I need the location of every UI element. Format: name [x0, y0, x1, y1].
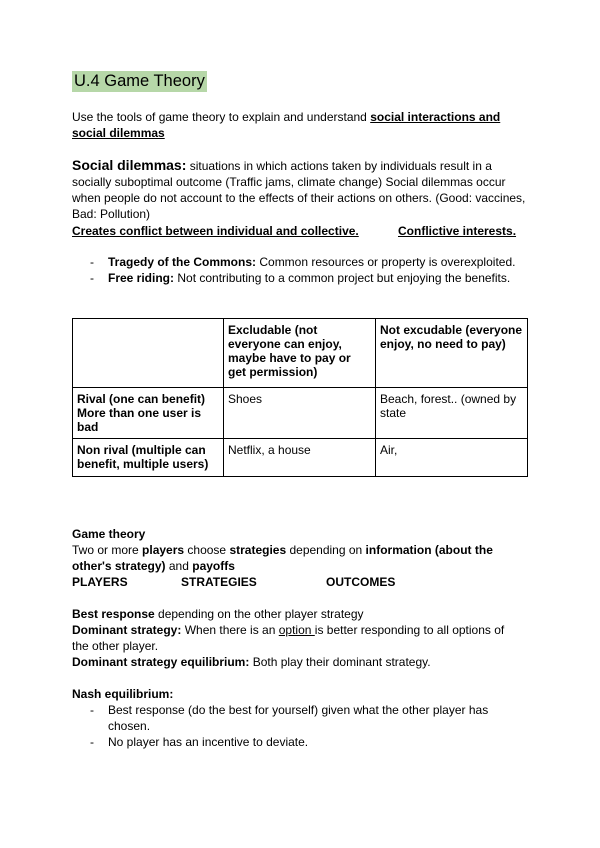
gt-information: information (about the other's strategy) — [72, 543, 493, 573]
list-item: - No player has an incentive to deviate. — [72, 734, 512, 750]
bullet-text: Common resources or property is overexploited. — [256, 255, 516, 269]
col-players: PLAYERS — [72, 575, 128, 589]
nash-heading: Nash equilibrium: — [72, 687, 174, 701]
dominant-text: When there is an — [181, 623, 279, 637]
dse-term: Dominant strategy equilibrium: — [72, 655, 250, 669]
game-theory-section — [72, 526, 512, 590]
bullet-term: Free riding: — [108, 271, 175, 285]
conflict-left: Creates conflict between individual and collective. — [72, 224, 359, 238]
gt-players: players — [142, 543, 185, 557]
bullet-text: Not contributing to a common project but enjoying the benefits. — [174, 271, 511, 285]
best-response-text: depending on the other player strategy — [154, 607, 364, 621]
list-item — [72, 254, 542, 270]
strategy-definitions — [72, 606, 517, 670]
gt-text: Two or more — [72, 543, 143, 557]
goods-table — [72, 318, 528, 477]
game-theory-definition — [72, 542, 512, 574]
intro-text: Use the tools of game theory to explain and understand — [72, 110, 371, 124]
table-row — [73, 388, 528, 439]
intro-underlined: social interactions and social dilemmas — [72, 110, 501, 140]
intro-paragraph — [72, 109, 532, 141]
dilemmas-term: Social dilemmas: — [72, 157, 187, 173]
table-cell: Shoes — [224, 388, 376, 439]
conflict-right: Conflictive interests. — [398, 224, 517, 238]
dominant-text: is better responding to all options of the other player. — [72, 623, 505, 653]
social-dilemmas-paragraph — [72, 157, 532, 222]
dse-text: Both play their dominant strategy. — [249, 655, 431, 669]
col-outcomes: OUTCOMES — [326, 575, 396, 589]
dominant-term: Dominant strategy: — [72, 623, 182, 637]
list-item: - Best response (do the best for yourself) given what the other player has chosen. — [72, 702, 512, 734]
gt-text: and — [165, 559, 193, 573]
conflict-line — [72, 223, 542, 239]
list-item — [72, 270, 542, 286]
best-response-term: Best response — [72, 607, 155, 621]
table-row-label: Non rival (multiple can benefit, multiple users) — [73, 439, 224, 477]
gt-strategies: strategies — [229, 543, 287, 557]
dilemmas-definition: situations in which actions taken by individuals result in a socially suboptimal outcome (Traffic jams, climate change) Social dilemmas occur when people do not account to the effects of their actions on others. (Good: vaccines, Bad: Pollution) — [72, 159, 526, 221]
table-cell: Beach, forest.. (owned by state — [376, 388, 528, 439]
table-row — [73, 319, 528, 388]
nash-section — [72, 686, 512, 750]
game-elements-row — [72, 574, 512, 590]
game-theory-heading: Game theory — [72, 527, 146, 541]
best-response-line — [72, 606, 517, 622]
table-header-cell: Not excudable (everyone enjoy, no need to pay) — [376, 319, 528, 388]
table-header-cell — [73, 319, 224, 388]
gt-text: depending on — [286, 543, 366, 557]
dse-line — [72, 654, 517, 670]
table-header-cell: Excludable (not everyone can enjoy, maybe have to pay or get permission) — [224, 319, 376, 388]
gt-text: choose — [184, 543, 230, 557]
table-row-label: Rival (one can benefit) More than one user is bad — [73, 388, 224, 439]
table-cell: Netflix, a house — [224, 439, 376, 477]
dominant-underlined: option — [278, 623, 315, 637]
page-title: U.4 Game Theory — [74, 72, 205, 90]
col-strategies: STRATEGIES — [181, 575, 257, 589]
dilemma-types-list — [72, 254, 542, 286]
bullet-term: Tragedy of the Commons: — [108, 255, 257, 269]
table-row — [73, 439, 528, 477]
gt-payoffs: payoffs — [192, 559, 235, 573]
table-cell: Air, — [376, 439, 528, 477]
dominant-strategy-line — [72, 622, 517, 654]
